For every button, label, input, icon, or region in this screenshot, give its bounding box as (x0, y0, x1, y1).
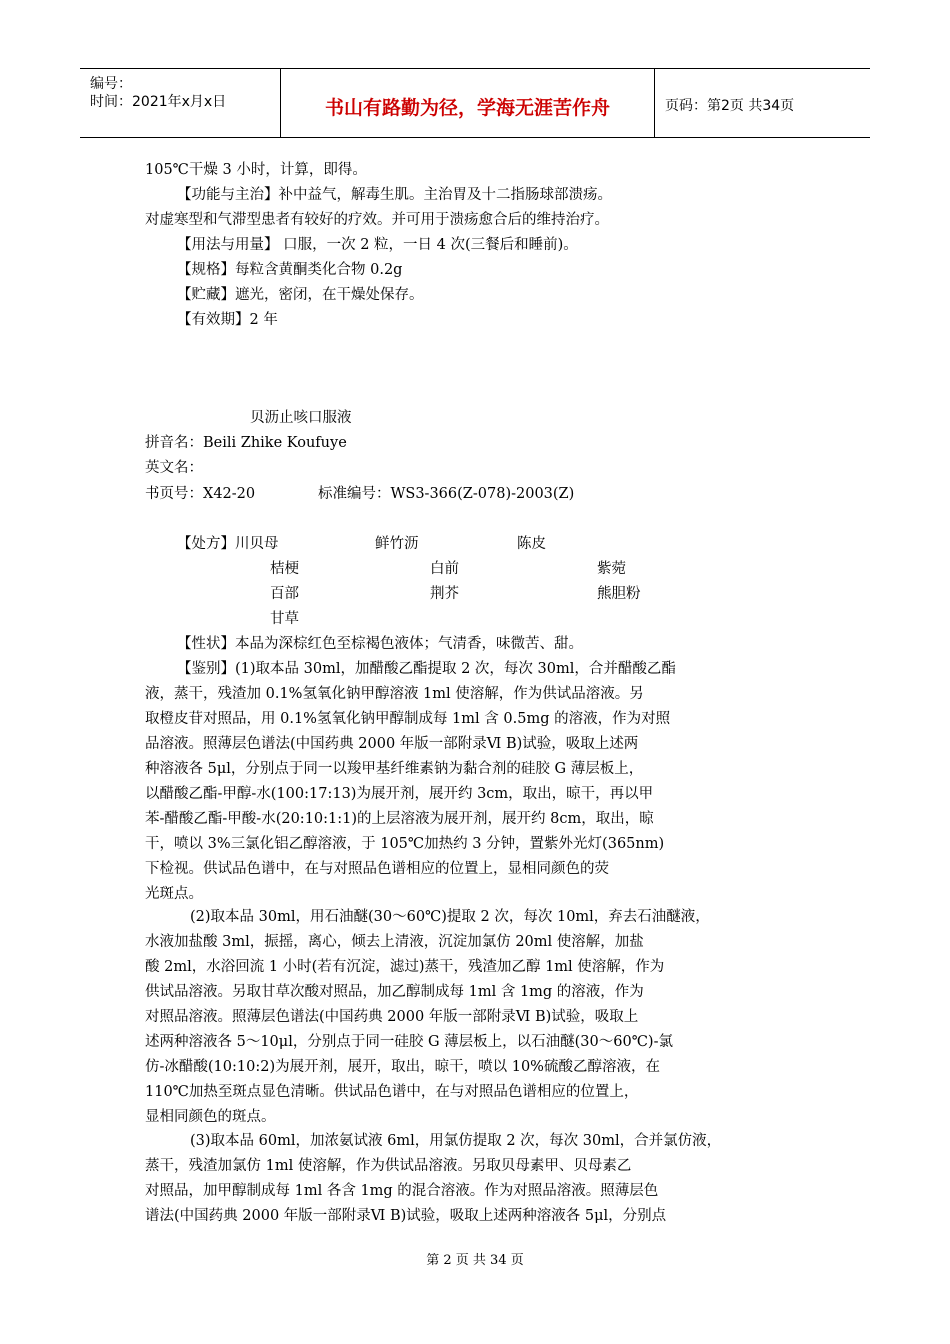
text-line: 【功能与主治】补中益气，解毒生肌。主治胃及十二指肠球部溃疡。 (177, 187, 612, 203)
text-line: 百部 (270, 586, 299, 602)
text-line: 【性状】本品为深棕红色至棕褐色液体；气清香，味微苦、甜。 (177, 636, 583, 652)
text-line: 熊胆粉 (597, 586, 641, 602)
text-line: 种溶液各 5μl，分别点于同一以羧甲基纤维素钠为黏合剂的硅胶 G 薄层板上， (145, 761, 644, 777)
text-line: 白前 (430, 561, 459, 577)
header-page-number: 页码：第2页 共34页 (665, 98, 795, 114)
text-line: 书页号：X42-20 (145, 486, 256, 502)
text-line: 标准编号：WS3-366(Z-078)-2003(Z) (318, 486, 575, 502)
text-line: 苯-醋酸乙酯-甲酸-水(20:10:1:1)的上层溶液为展开剂，展开约 8cm，取出，晾 (145, 811, 654, 827)
text-line: 拼音名：Beili Zhike Koufuye (145, 435, 347, 451)
section-title: 贝沥止咳口服液 (250, 410, 352, 426)
text-line: (3)取本品 60ml，加浓氨试液 6ml，用氯仿提取 2 次，每次 30ml，合并氯仿液， (190, 1133, 722, 1149)
text-line: 105℃干燥 3 小时，计算，即得。 (145, 162, 367, 178)
text-line: 述两种溶液各 5～10μl，分别点于同一硅胶 G 薄层板上，以石油醚(30～60℃)-氯 (145, 1034, 673, 1050)
text-line: 仿-冰醋酸(10:10:2)为展开剂，展开，取出，晾干，喷以 10%硫酸乙醇溶液，在 (145, 1059, 660, 1075)
text-line: 谱法(中国药典 2000 年版一部附录Ⅵ B)试验，吸取上述两种溶液各 5μl，分别点 (145, 1208, 667, 1224)
text-line: 对照品溶液。照薄层色谱法(中国药典 2000 年版一部附录Ⅵ B)试验，吸取上 (145, 1009, 639, 1025)
text-line: 酸 2ml，水浴回流 1 小时(若有沉淀，滤过)蒸干，残渣加乙醇 1ml 使溶解，作为 (145, 959, 665, 975)
document-number-label: 编号： (90, 76, 132, 92)
text-line: 鲜竹沥 (375, 536, 419, 552)
text-line: 液，蒸干，残渣加 0.1%氢氧化钠甲醇溶液 1ml 使溶解，作为供试品溶液。另 (145, 686, 644, 702)
text-line: 【贮藏】遮光，密闭，在干燥处保存。 (177, 287, 424, 303)
text-line: 【用法与用量】 口服，一次 2 粒，一日 4 次(三餐后和睡前)。 (177, 237, 578, 253)
header-motto-cell (281, 69, 655, 137)
document-date: 时间：2021年x月x日 (90, 94, 227, 110)
text-line: 陈皮 (517, 536, 546, 552)
text-line: 对虚寒型和气滞型患者有较好的疗效。并可用于溃疡愈合后的维持治疗。 (145, 212, 609, 228)
text-line: 【鉴别】(1)取本品 30ml，加醋酸乙酯提取 2 次，每次 30ml，合并醋酸乙酯 (177, 661, 676, 677)
page-header (80, 68, 870, 138)
header-info-cell (80, 69, 281, 137)
text-line: 紫菀 (597, 561, 626, 577)
text-line: 品溶液。照薄层色谱法(中国药典 2000 年版一部附录Ⅵ B)试验，吸取上述两 (145, 736, 639, 752)
text-line: 水液加盐酸 3ml，振摇，离心，倾去上清液，沉淀加氯仿 20ml 使溶解，加盐 (145, 934, 644, 950)
text-line: 甘草 (270, 611, 299, 627)
text-line: 干，喷以 3%三氯化铝乙醇溶液，于 105℃加热约 3 分钟，置紫外光灯(365nm) (145, 836, 665, 852)
text-line: 【有效期】2 年 (177, 312, 278, 328)
text-line: 【规格】每粒含黄酮类化合物 0.2g (177, 262, 403, 278)
text-line: (2)取本品 30ml，用石油醚(30～60℃)提取 2 次，每次 10ml，弃去石油醚液， (190, 909, 710, 925)
text-line: 显相同颜色的斑点。 (145, 1109, 276, 1125)
text-line: 供试品溶液。另取甘草次酸对照品，加乙醇制成每 1ml 含 1mg 的溶液，作为 (145, 984, 644, 1000)
text-line: 对照品，加甲醇制成每 1ml 各含 1mg 的混合溶液。作为对照品溶液。照薄层色 (145, 1183, 659, 1199)
text-line: 蒸干，残渣加氯仿 1ml 使溶解，作为供试品溶液。另取贝母素甲、贝母素乙 (145, 1158, 632, 1174)
text-line: 以醋酸乙酯-甲醇-水(100:17:13)为展开剂，展开约 3cm，取出，晾干，再以甲 (145, 786, 654, 802)
text-line: 下检视。供试品色谱中，在与对照品色谱相应的位置上，显相同颜色的荧 (145, 861, 609, 877)
text-line: 桔梗 (270, 561, 299, 577)
text-line: 取橙皮苷对照品，用 0.1%氢氧化钠甲醇制成每 1ml 含 0.5mg 的溶液，作为对照 (145, 711, 671, 727)
text-line: 110℃加热至斑点显色清晰。供试品色谱中，在与对照品色谱相应的位置上， (145, 1084, 639, 1100)
text-line: 【处方】川贝母 (177, 536, 279, 552)
motto-text: 书山有路勤为径，学海无涯苦作舟 (324, 97, 610, 119)
text-line: 英文名： (145, 460, 203, 476)
text-line: 光斑点。 (145, 886, 203, 902)
text-line: 荆芥 (430, 586, 459, 602)
page-footer: 第 2 页 共 34 页 (426, 1253, 524, 1268)
